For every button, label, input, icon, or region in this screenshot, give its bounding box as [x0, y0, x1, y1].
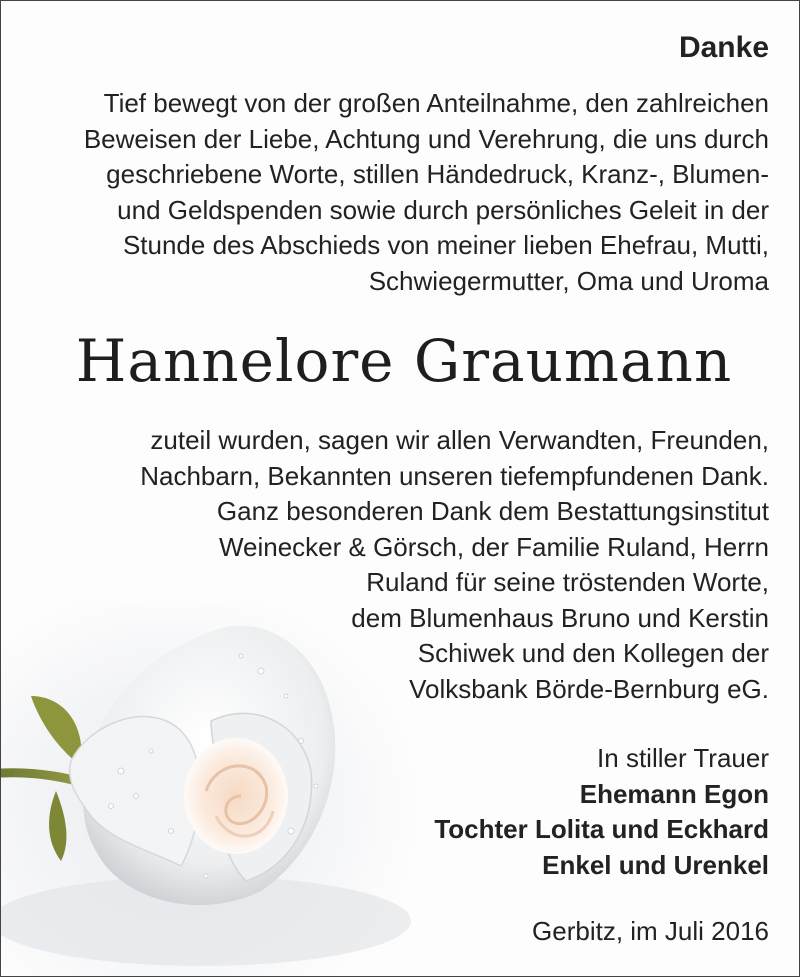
- mourner-name: Tochter Lolita und Eckhard: [434, 814, 769, 844]
- mourning-intro: In stiller Trauer: [597, 743, 769, 773]
- intro-paragraph: [84, 86, 769, 299]
- thanks-line: Ganz besonderen Dank dem Bestattungsinstitut: [216, 496, 769, 526]
- thanks-line: Schiwek und den Kollegen der: [417, 638, 769, 668]
- intro-line: Schwiegermutter, Oma und Uroma: [368, 265, 769, 296]
- thanks-line: Volksbank Börde-Bernburg eG.: [409, 673, 769, 704]
- deceased-name: Hannelore Graumann: [75, 327, 733, 395]
- intro-line: Tief bewegt von der großen Anteilnahme, den zahlreichen: [103, 88, 769, 118]
- thanks-line: Weinecker & Görsch, der Familie Ruland, Herrn: [218, 531, 769, 562]
- thanks-line: zuteil wurden, sagen wir allen Verwandten, Freunden,: [150, 425, 769, 455]
- intro-line: Stunde des Abschieds von meiner lieben Ehefrau, Mutti,: [122, 230, 769, 260]
- mourner-name: Ehemann Egon: [579, 778, 769, 809]
- notice-heading: Danke: [678, 31, 769, 64]
- thanks-line: dem Blumenhaus Bruno und Kerstin: [351, 602, 769, 633]
- thanks-paragraph: [140, 423, 769, 707]
- mourners-signoff: [434, 741, 769, 883]
- intro-line: geschriebene Worte, stillen Händedruck, Kranz-, Blumen-: [106, 159, 769, 189]
- thanks-line: Nachbarn, Bekannten unseren tiefempfundenen Dank.: [140, 460, 769, 491]
- place-and-date: Gerbitz, im Juli 2016: [532, 916, 769, 946]
- thanks-line: Ruland für seine tröstenden Worte,: [366, 567, 769, 597]
- mourner-name: Enkel und Urenkel: [542, 849, 769, 880]
- intro-line: Beweisen der Liebe, Achtung und Verehrung, die uns durch: [83, 123, 769, 154]
- intro-line: und Geldspenden sowie durch persönliches Geleit in der: [117, 194, 769, 225]
